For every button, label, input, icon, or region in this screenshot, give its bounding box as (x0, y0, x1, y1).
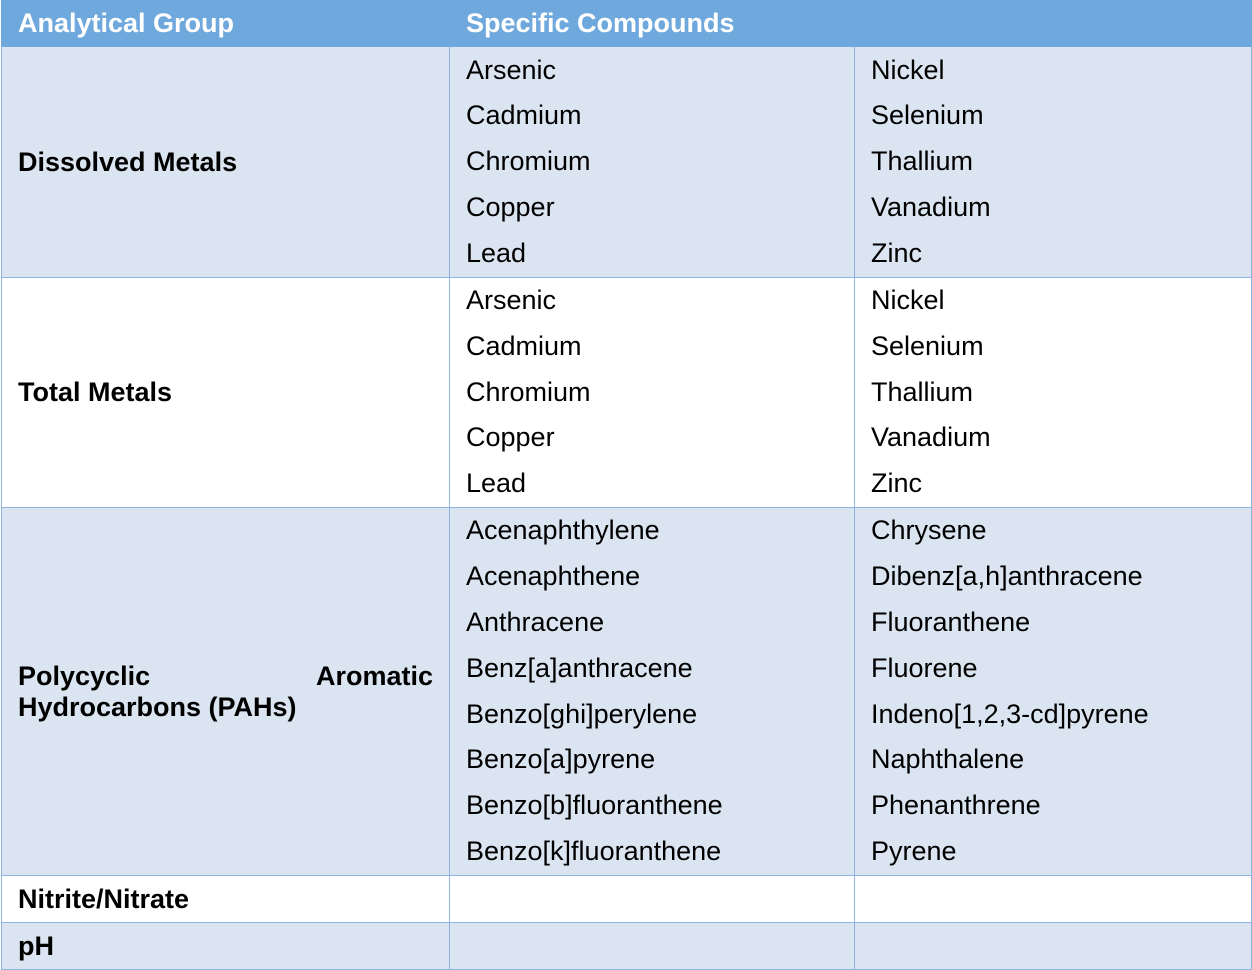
compound-item: Vanadium (871, 191, 991, 222)
header-row (2, 1, 1252, 47)
compound-item: Cadmium (466, 330, 582, 361)
group-cell: Dissolved Metals (2, 47, 450, 278)
compounds-cell-left (450, 508, 855, 876)
group-cell (2, 508, 450, 876)
compound-item: Chrysene (871, 515, 987, 546)
compound-item: Benzo[k]fluoranthene (466, 835, 722, 866)
compound-item: Arsenic (466, 285, 557, 315)
compound-item: Fluoranthene (871, 606, 1031, 637)
compound-item: Nickel (871, 54, 945, 85)
compound-item: Acenaphthene (466, 561, 641, 592)
compound-item: Indeno[1,2,3-cd]pyrene (871, 698, 1149, 729)
group-cell: pH (2, 923, 450, 970)
compounds-cell-right (855, 923, 1252, 970)
compound-item: Lead (466, 237, 527, 268)
compound-item: Benz[a]anthracene (466, 652, 693, 683)
compounds-cell-right (855, 47, 1252, 278)
analytical-groups-table (1, 0, 1252, 970)
header-specific-compounds: Specific Compounds (450, 1, 1252, 47)
compound-list (466, 278, 838, 507)
compounds-cell-left (450, 47, 855, 278)
group-label-line2: Hydrocarbons (PAHs) (18, 691, 297, 722)
compound-item: Naphthalene (871, 744, 1025, 775)
table-row-pahs (2, 508, 1252, 876)
compound-list (871, 48, 1235, 277)
group-cell: Nitrite/Nitrate (2, 876, 450, 923)
compound-item: Thallium (871, 376, 974, 407)
group-cell: Total Metals (2, 278, 450, 508)
compound-list (466, 48, 838, 277)
compound-item: Arsenic (466, 54, 557, 85)
compound-item: Copper (466, 191, 555, 222)
compound-item: Acenaphthylene (466, 515, 660, 546)
compound-item: Benzo[b]fluoranthene (466, 790, 723, 821)
table-row-total-metals (2, 278, 1252, 508)
compound-item: Lead (466, 468, 527, 499)
compound-item: Benzo[ghi]perylene (466, 698, 698, 729)
group-label-word: Polycyclic (18, 660, 151, 691)
compound-item: Zinc (871, 237, 923, 268)
table-row-dissolved-metals (2, 47, 1252, 278)
compounds-cell-left (450, 876, 855, 923)
compounds-cell-right (855, 278, 1252, 508)
table-row-nitrite-nitrate (2, 876, 1252, 923)
group-label-line1 (18, 661, 433, 692)
compound-item: Vanadium (871, 422, 991, 453)
compound-item: Selenium (871, 330, 984, 361)
compound-item: Zinc (871, 468, 923, 499)
compound-item: Dibenz[a,h]anthracene (871, 561, 1143, 592)
compound-item: Phenanthrene (871, 790, 1041, 821)
compound-list (466, 508, 838, 874)
compound-item: Copper (466, 422, 555, 453)
compound-item: Nickel (871, 285, 945, 315)
compounds-cell-right (855, 876, 1252, 923)
group-label-word: Aromatic (315, 660, 433, 691)
compound-item: Benzo[a]pyrene (466, 744, 656, 775)
compound-item: Selenium (871, 100, 984, 131)
compound-item: Cadmium (466, 100, 582, 131)
compounds-cell-left (450, 923, 855, 970)
compound-item: Pyrene (871, 835, 957, 866)
compound-item: Fluorene (871, 652, 978, 683)
compound-item: Chromium (466, 376, 591, 407)
compounds-cell-left (450, 278, 855, 508)
compounds-cell-right (855, 508, 1252, 876)
header-analytical-group: Analytical Group (2, 1, 450, 47)
compound-item: Chromium (466, 146, 591, 177)
compound-item: Anthracene (466, 606, 605, 637)
compound-list (871, 278, 1235, 507)
compound-list (871, 508, 1235, 874)
table-row-ph (2, 923, 1252, 970)
compound-item: Thallium (871, 146, 974, 177)
